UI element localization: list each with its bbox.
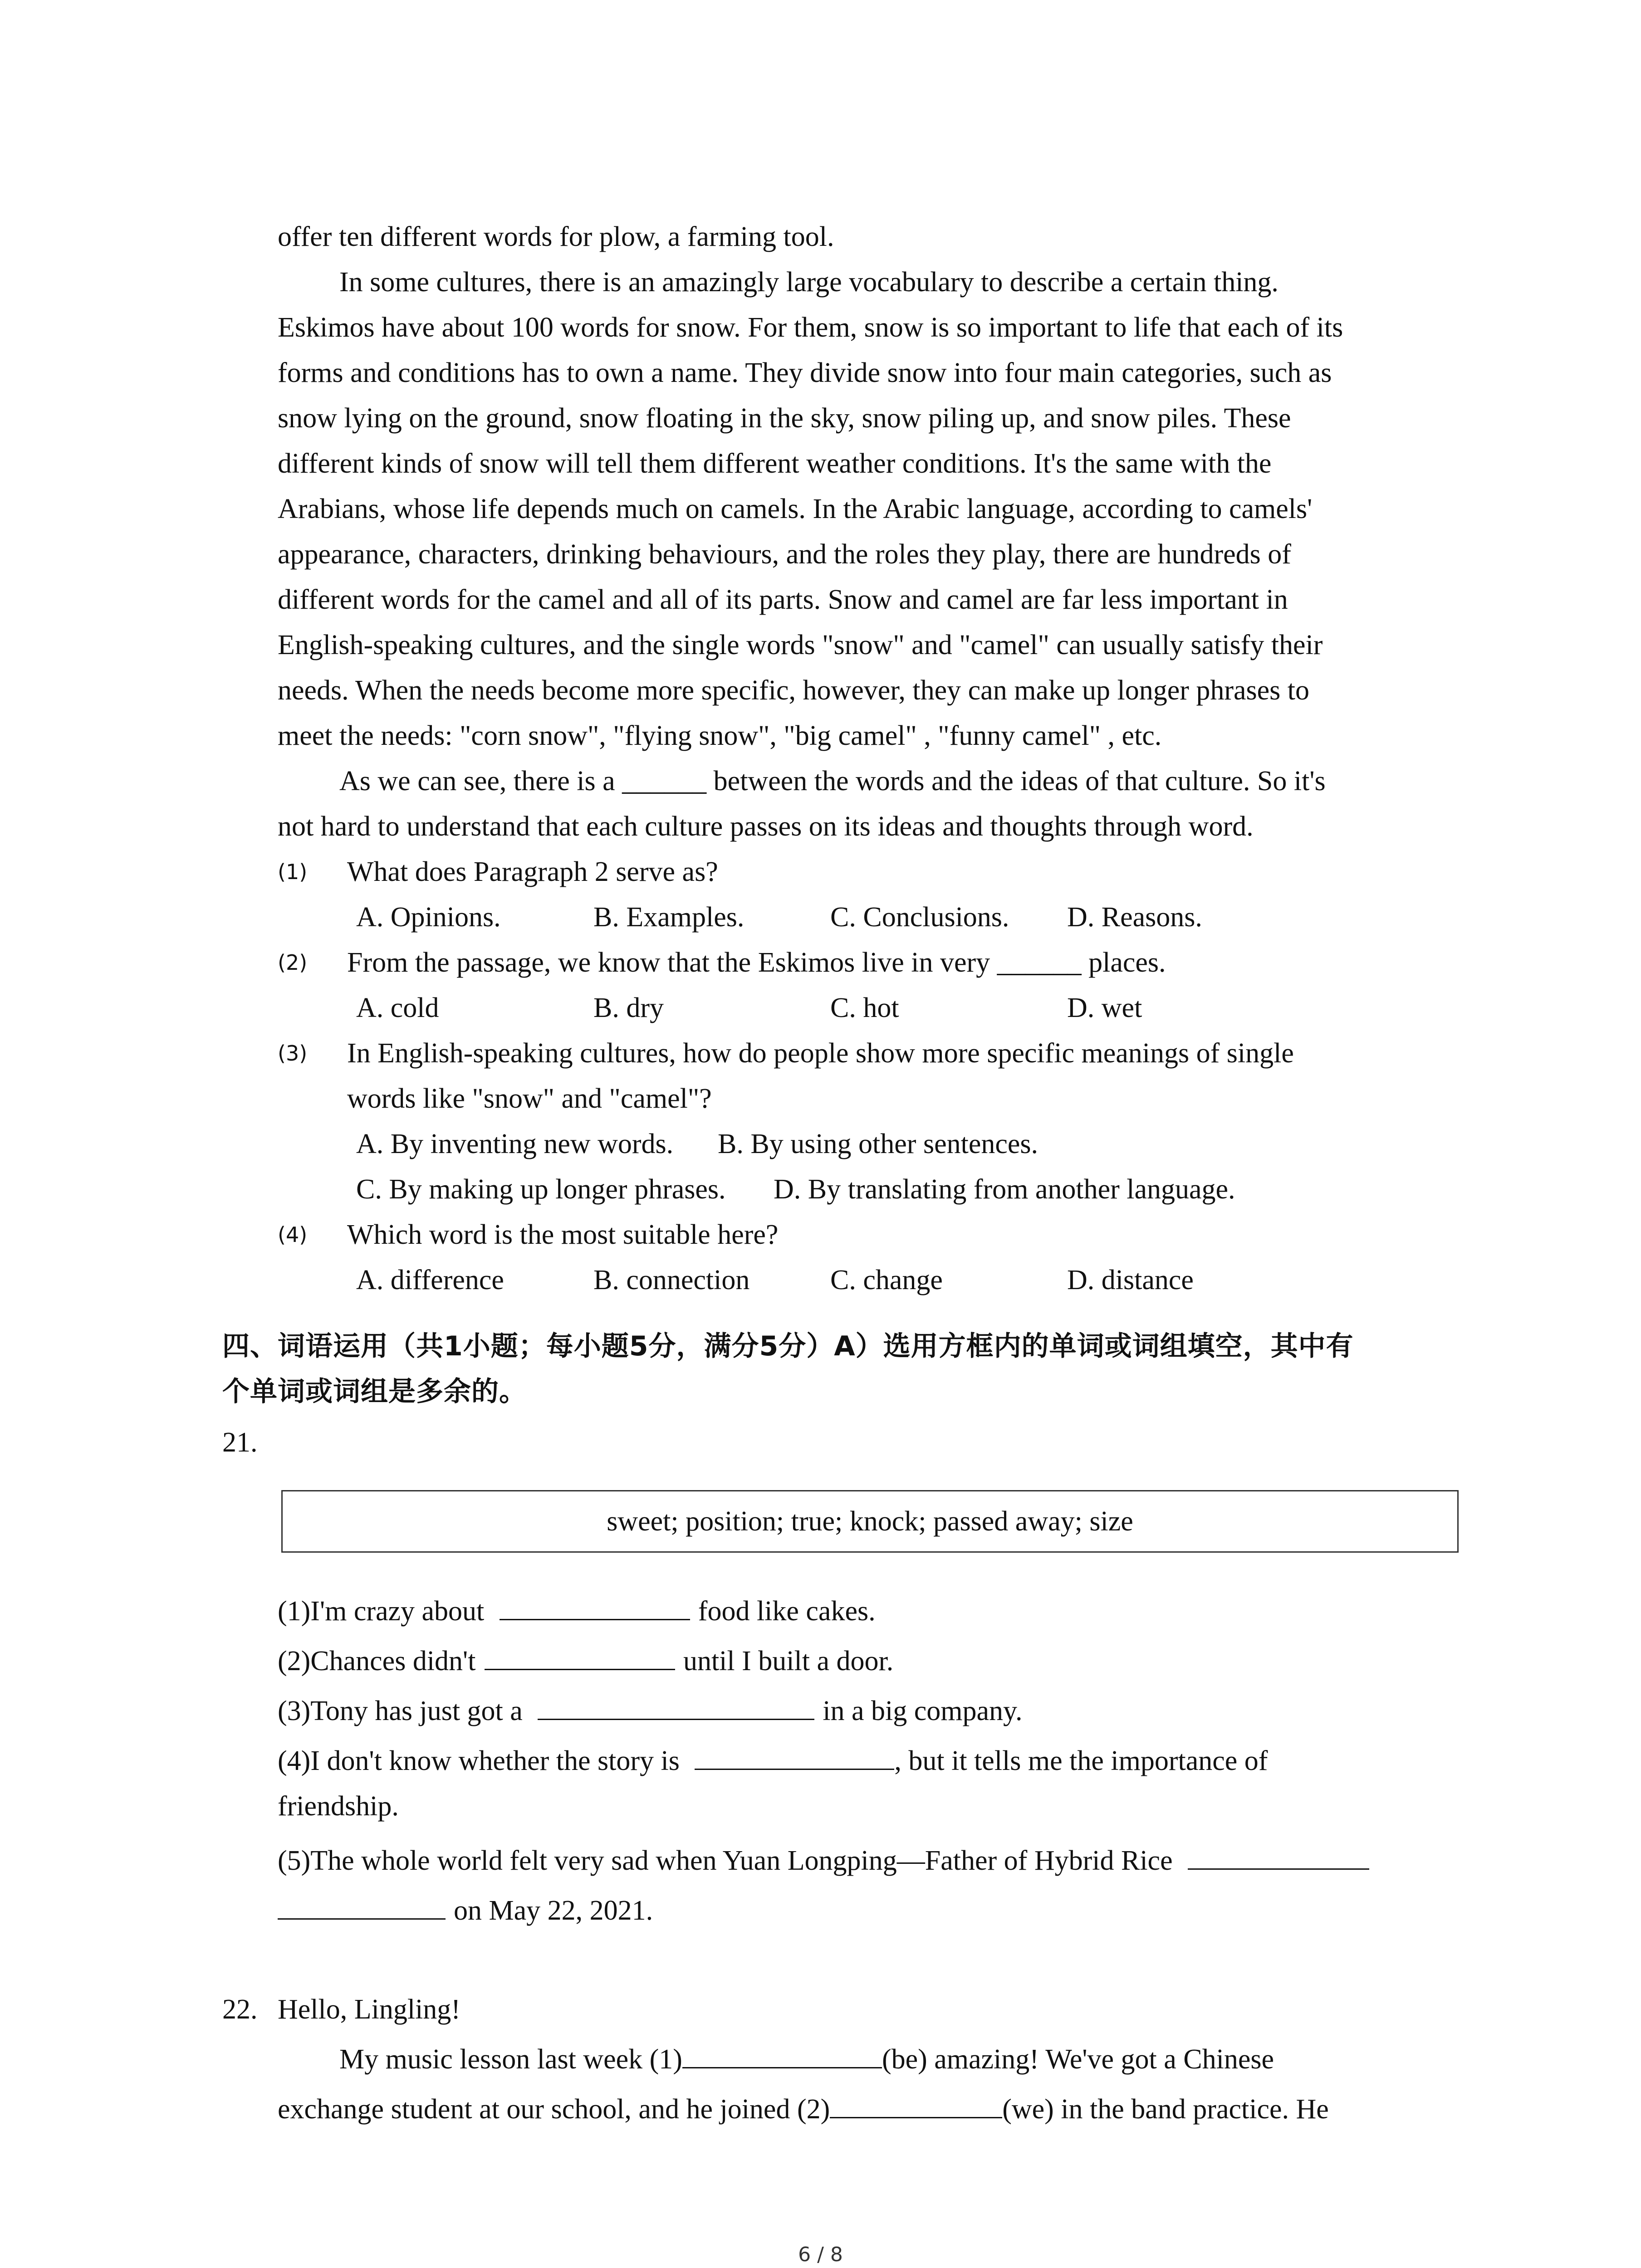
- fill-item-4-cont: friendship.: [278, 1791, 399, 1822]
- item-text: (be) amazing! We've got a Chinese: [882, 2044, 1274, 2075]
- fill-item-3: [278, 1693, 1023, 1729]
- item-text: in a big company.: [823, 1696, 1023, 1726]
- answer-blank[interactable]: [830, 2093, 1002, 2118]
- question-stem: In English-speaking cultures, how do people show more specific meanings of single: [347, 1038, 1294, 1069]
- answer-blank[interactable]: [500, 1595, 690, 1620]
- section-heading-line: 个单词或词组是多余的。: [222, 1376, 527, 1408]
- item-text: until I built a door.: [683, 1646, 894, 1677]
- passage-line: needs. When the needs become more specific, however, they can make up longer phrases to: [278, 675, 1310, 706]
- answer-blank[interactable]: [485, 1645, 675, 1670]
- item-text: , but it tells me the importance of: [894, 1745, 1268, 1776]
- question-number: (3): [278, 1041, 308, 1066]
- passage-line: As we can see, there is a ______ between the words and the ideas of that culture. So it's: [339, 766, 1326, 797]
- option-b: B. Examples.: [593, 902, 745, 933]
- question-number: 21.: [222, 1427, 258, 1458]
- fill-item-2: [278, 1643, 893, 1679]
- fill-item-4: [278, 1743, 1268, 1779]
- option-c: C. By making up longer phrases.: [356, 1174, 726, 1205]
- item-text: food like cakes.: [698, 1596, 876, 1627]
- option-d: D. wet: [1067, 992, 1142, 1023]
- passage-line: snow lying on the ground, snow floating in the sky, snow piling up, and snow piles. These: [278, 403, 1291, 434]
- item-text: (2)Chances didn't: [278, 1646, 476, 1677]
- word-box-text: sweet; position; true; knock; passed away; size: [607, 1505, 1133, 1537]
- passage-line: Eskimos have about 100 words for snow. For them, snow is so important to life that each of its: [278, 312, 1343, 343]
- option-a: A. Opinions.: [356, 902, 501, 933]
- letter-line: [339, 2041, 1274, 2077]
- question-stem: Which word is the most suitable here?: [347, 1219, 779, 1250]
- answer-blank[interactable]: [682, 2043, 882, 2068]
- passage-line: appearance, characters, drinking behaviours, and the roles they play, there are hundreds of: [278, 539, 1291, 570]
- item-text: (3)Tony has just got a: [278, 1696, 523, 1726]
- passage-line: meet the needs: "corn snow", "flying snow", "big camel" , "funny camel" , etc.: [278, 720, 1162, 751]
- passage-line: English-speaking cultures, and the single words "snow" and "camel" can usually satisfy their: [278, 630, 1323, 660]
- question-stem: What does Paragraph 2 serve as?: [347, 856, 718, 887]
- word-box: [281, 1490, 1459, 1553]
- passage-line: Arabians, whose life depends much on camels. In the Arabic language, according to camels': [278, 494, 1313, 524]
- option-d: D. Reasons.: [1067, 902, 1202, 933]
- option-b: B. By using other sentences.: [718, 1129, 1038, 1159]
- item-text: (we) in the band practice. He: [1002, 2094, 1329, 2125]
- option-c: C. change: [830, 1265, 943, 1295]
- section-heading-line: 四、词语运用（共1小题；每小题5分，满分5分）A）选用方框内的单词或词组填空，其中有: [222, 1330, 1354, 1362]
- passage-line: different words for the camel and all of its parts. Snow and camel are far less important in: [278, 584, 1288, 615]
- option-a: A. difference: [356, 1265, 504, 1295]
- page-number: 6 / 8: [798, 2243, 843, 2266]
- fill-item-5-cont: [278, 1892, 653, 1929]
- passage-line: forms and conditions has to own a name. They divide snow into four main categories, such as: [278, 357, 1332, 388]
- answer-blank[interactable]: [278, 1895, 446, 1920]
- item-text: on May 22, 2021.: [454, 1895, 653, 1926]
- option-d: D. By translating from another language.: [774, 1174, 1235, 1205]
- option-c: C. Conclusions.: [830, 902, 1009, 933]
- item-text: My music lesson last week (1): [339, 2044, 682, 2075]
- passage-line: In some cultures, there is an amazingly large vocabulary to describe a certain thing.: [339, 267, 1279, 298]
- option-a: A. By inventing new words.: [356, 1129, 674, 1159]
- letter-line: [278, 2091, 1329, 2127]
- fill-item-1: [278, 1593, 876, 1629]
- question-number: (1): [278, 860, 308, 884]
- question-stem: words like "snow" and "camel"?: [347, 1083, 712, 1114]
- option-d: D. distance: [1067, 1265, 1194, 1295]
- option-b: B. dry: [593, 992, 664, 1023]
- fill-item-5: [278, 1843, 1369, 1879]
- option-c: C. hot: [830, 992, 899, 1023]
- answer-blank[interactable]: [1188, 1845, 1369, 1870]
- answer-blank[interactable]: [538, 1695, 814, 1720]
- item-text: (5)The whole world felt very sad when Yuan Longping—Father of Hybrid Rice: [278, 1845, 1173, 1876]
- question-number: (4): [278, 1222, 308, 1247]
- question-stem: From the passage, we know that the Eskimos live in very ______ places.: [347, 947, 1166, 978]
- answer-blank[interactable]: [695, 1745, 894, 1770]
- question-number: (2): [278, 950, 308, 975]
- letter-greeting: Hello, Lingling!: [278, 1994, 460, 2025]
- option-a: A. cold: [356, 992, 439, 1023]
- passage-line: different kinds of snow will tell them different weather conditions. It's the same with the: [278, 448, 1272, 479]
- item-text: (4)I don't know whether the story is: [278, 1745, 680, 1776]
- question-number: 22.: [222, 1994, 258, 2025]
- item-text: (1)I'm crazy about: [278, 1596, 485, 1627]
- option-b: B. connection: [593, 1265, 750, 1295]
- item-text: exchange student at our school, and he joined (2): [278, 2094, 830, 2125]
- passage-line: not hard to understand that each culture passes on its ideas and thoughts through word.: [278, 811, 1254, 842]
- passage-line: offer ten different words for plow, a farming tool.: [278, 221, 834, 252]
